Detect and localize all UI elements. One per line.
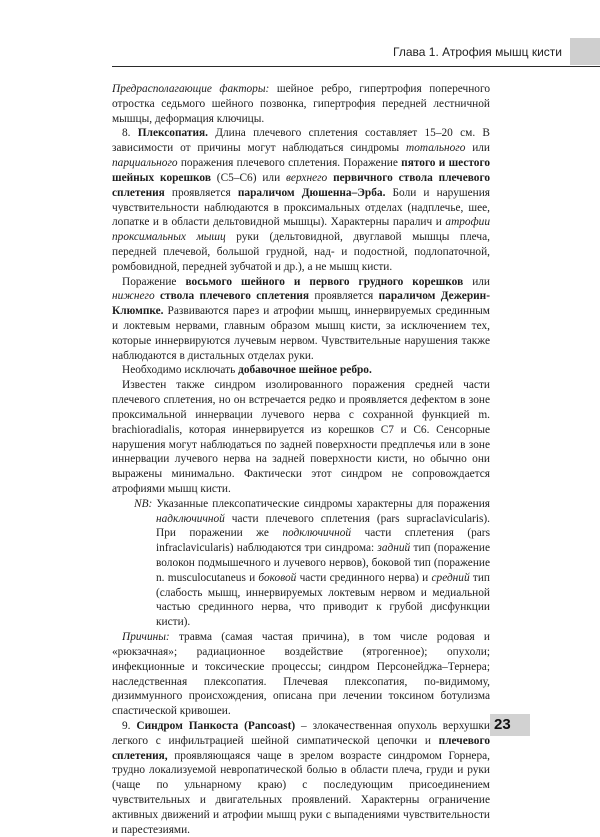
italic-term: боковой bbox=[258, 571, 297, 584]
bold-term: восьмого шейного и первого грудного корешков bbox=[185, 275, 464, 288]
text-span: шейное ребро, гипертрофия поперечного отростка седьмого шейного позвонка, гипертрофия передней лестничной мышцы, деформация ключицы. bbox=[112, 83, 490, 125]
pancoast-heading: Синдром Панкоста (Pancoast) bbox=[136, 719, 296, 732]
italic-term: нижнего bbox=[112, 290, 155, 303]
paragraph-nb-note bbox=[134, 497, 490, 630]
bold-term: ствола плечевого сплетения bbox=[159, 290, 310, 303]
chapter-title: Глава 1. Атрофия мышц кисти bbox=[393, 45, 562, 59]
predisposing-factors-label: Предрасполагающие факторы: bbox=[112, 83, 270, 95]
paragraph-pancoast bbox=[112, 719, 490, 837]
text-span: Боли и нарушения чувствительности наблюдаются в проксимальных отделах (надплечье, шее, лопатке и в области дельтовидной мышцы). Характерны паралич и bbox=[112, 186, 490, 229]
text-span: проявляется bbox=[164, 186, 238, 199]
paragraph-predisposing-factors bbox=[112, 82, 490, 126]
text-span: Указанные плексопатические синдромы характерны для поражения bbox=[152, 497, 490, 510]
text-span: части сплетения (pars infraclavicularis) наблюдаются три синдрома: bbox=[156, 527, 490, 555]
text-span: 8. bbox=[122, 127, 138, 140]
text-span: части плечевого сплетения (pars supraclavicularis). При поражении же bbox=[156, 512, 490, 540]
italic-term: парциального bbox=[112, 157, 178, 170]
text-span: руки (дельтовидной, двуглавой мышцы плеча, передней плечевой, большой грудной, над- и подостной, подлопаточной, ромбовидной, передней зубчатой и др.), а не мышц кисти. bbox=[112, 231, 490, 273]
text-span: проявляется bbox=[309, 290, 379, 303]
nb-label: NB: bbox=[134, 497, 153, 510]
running-header bbox=[0, 38, 600, 78]
text-span: травма (самая частая причина), в том числе родовая и «рюкзачная»; радиационное воздействие (ятрогенное); опухоли; инфекционные и токсические процессы; синдром Персонейджа–Тернера; наследственная плексопатия. Плечевая плексопатия, по-видимому, дизиммунного происхождения, описана при лечении токсином ботулизма спастической кривошеи. bbox=[112, 631, 490, 718]
text-span: – злокачественная опухоль верхушки легкого с инфильтрацией шейной симпатической цепочки и bbox=[112, 719, 490, 747]
text-span: тип (поражение волокон подмышечного и лучевого нервов), боковой тип (поражение n. musculocutaneus и bbox=[156, 542, 490, 584]
paragraph-middle-plexus bbox=[112, 378, 490, 497]
italic-term: тотального bbox=[406, 142, 466, 155]
text-span: 9. bbox=[122, 719, 137, 732]
text-span: Необходимо исключать bbox=[122, 364, 239, 377]
bold-term: пятого и шестого шейных корешков bbox=[112, 157, 491, 184]
paragraph-dejerine-klumpke bbox=[112, 275, 490, 364]
italic-term: верхнего bbox=[286, 171, 328, 184]
body-text bbox=[112, 82, 490, 837]
bold-term: параличом Дежерин-Клюмпке. bbox=[112, 290, 490, 318]
text-span: или bbox=[465, 142, 490, 155]
italic-term: средний bbox=[431, 571, 470, 584]
page-number: 23 bbox=[494, 716, 511, 733]
bold-term: добавочное шейное ребро. bbox=[238, 364, 372, 377]
text-span: Известен также синдром изолированного поражения средней части плечевого сплетения, но он встречается редко и проявляется дефектом в зоне проксимальной иннервации лучевого нерва с сохранной функцией m. brachioradialis, которая иннервируется из корешков С7 и С6. Сенсорные нарушения могут наблюдаться по задней поверхности предплечья или в зоне иннервации лучевого нерва на задней поверхности кисти, но обычно они выражены минимально. Фактически этот синдром не сопровождается атрофиями мышц кисти. bbox=[112, 379, 490, 495]
paragraph-causes bbox=[112, 630, 490, 719]
text-span: тип (слабость мышц, иннервируемых локтевым нервом и медиальной частью срединного нерва, что приводит к грубой дисфункции кисти). bbox=[156, 571, 490, 629]
bold-term: плечевого сплетения, bbox=[112, 734, 490, 762]
text-span: проявляющаяся чаще в зрелом возрасте синдромом Горнера, трудно локализуемой невропатической болью в области плеча, груди и руки (чаще по ульнарному краю) с последующим присоединением чувствительных и двигательных проявлений. Характерны ограничение активных движений и атрофии мышц руки с выпадениями чувствительности и парестезиями. bbox=[112, 749, 490, 836]
italic-term: надключичной bbox=[156, 512, 225, 525]
plexopathy-heading: Плексопатия. bbox=[137, 127, 208, 140]
italic-term: задний bbox=[377, 542, 411, 555]
text-span: поражения плечевого сплетения. Поражение bbox=[177, 157, 402, 170]
italic-term: атрофии проксимальных мышц bbox=[112, 216, 490, 244]
text-span: Поражение bbox=[122, 275, 186, 288]
header-tab bbox=[570, 38, 600, 65]
text-span: Длина плечевого сплетения составляет 15–20 см. В зависимости от причины могут наблюдаться синдромы bbox=[112, 127, 490, 155]
causes-label: Причины: bbox=[122, 631, 170, 644]
italic-term: подключичной bbox=[282, 527, 352, 540]
paragraph-cervical-rib bbox=[112, 363, 490, 378]
bold-term: параличом Дюшенна–Эрба. bbox=[237, 186, 386, 199]
text-span: или bbox=[463, 275, 490, 288]
text-span: части срединного нерва) и bbox=[296, 571, 432, 584]
text-span: Развиваются парез и атрофии мышц, иннервируемых срединным и локтевым нервами, главным образом мышц кисти, за исключением тех, которые иннервируются лучевым нервом. Чувствительные нарушения также наблюдаются в дистальных отделах руки. bbox=[112, 305, 490, 362]
bold-term: первичного ствола плечевого сплетения bbox=[112, 171, 491, 199]
header-rule bbox=[112, 66, 600, 67]
text-span: (С5–С6) или bbox=[210, 171, 286, 184]
paragraph-plexopathy bbox=[112, 126, 490, 274]
